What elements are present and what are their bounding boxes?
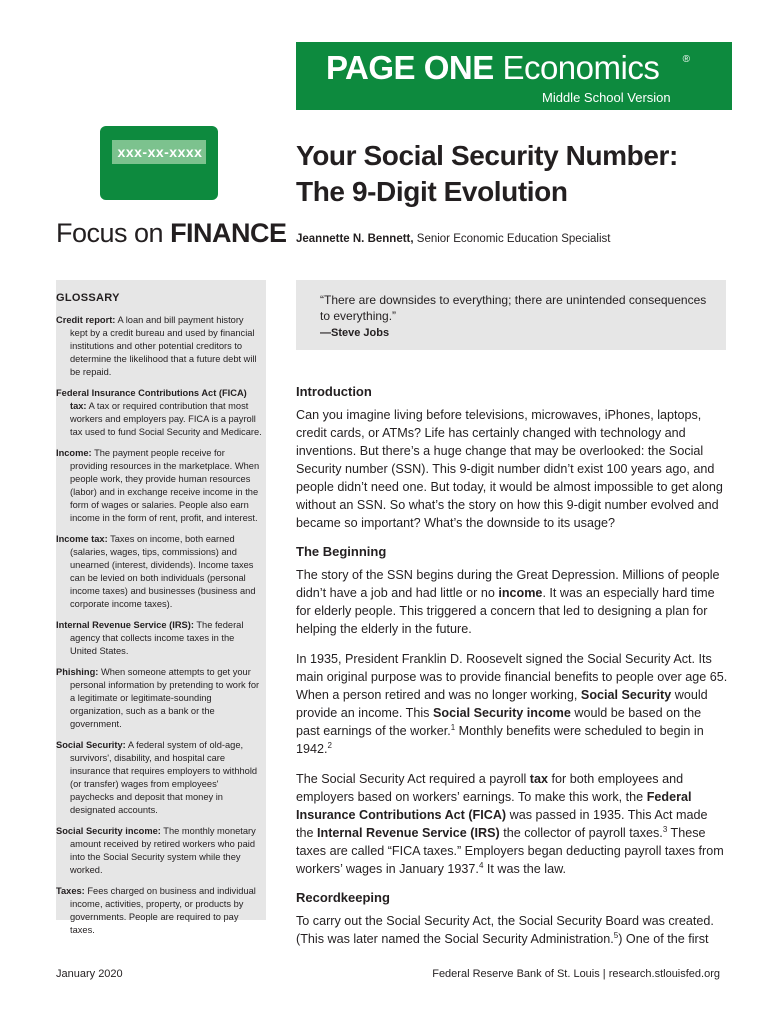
text-run: the collector of payroll taxes.: [499, 826, 663, 840]
glossary-term-inline: Social Security: [580, 688, 672, 702]
beginning-paragraph-3: [296, 770, 728, 878]
beginning-paragraph-1: [296, 566, 728, 638]
glossary-term-inline: income: [498, 586, 543, 600]
footnote-marker: 5: [613, 930, 619, 940]
section-heading-beginning: The Beginning: [296, 544, 387, 559]
article-body: [296, 384, 728, 960]
text-run: for both employees and employers based on workers’ earnings. To make this work, the: [296, 772, 684, 804]
quote-box: [296, 280, 726, 350]
glossary-definition: Fees charged on business and individual income, activities, property, or products by governments. People are required to pay taxes.: [70, 886, 256, 935]
glossary-entry: [56, 387, 266, 439]
glossary-definition: The federal agency that collects income taxes in the United States.: [70, 620, 244, 656]
glossary-term: Federal Insurance Contributions Act (FICA) tax:: [56, 388, 247, 411]
glossary-definition: A tax or required contribution that most workers and employers pay. FICA is a payroll tax used to fund Social Security and Medicare.: [70, 401, 262, 437]
title-bold: PAGE ONE: [326, 49, 494, 86]
glossary-entry: [56, 447, 266, 525]
text-run: would provide an income. This: [296, 688, 708, 720]
quote-attribution: —Steve Jobs: [320, 327, 390, 339]
glossary-term-inline: Internal Revenue Service (IRS): [317, 826, 500, 840]
glossary-panel: [56, 280, 266, 935]
glossary-entry: [56, 314, 266, 379]
glossary-entry: [56, 666, 266, 731]
glossary-term: Social Security:: [56, 740, 126, 750]
glossary-term: Taxes:: [56, 886, 85, 896]
text-run: . It was an especially hard time for elderly people. This triggered a concern that led to designing a plan for helping the elderly in the future.: [296, 586, 715, 636]
byline: [296, 233, 610, 245]
section-heading-introduction: Introduction: [296, 384, 372, 399]
footnote-marker: 2: [327, 740, 332, 750]
author-name: Jeannette N. Bennett,: [296, 233, 414, 245]
text-run: In 1935, President Franklin D. Roosevelt signed the Social Security Act. Its main original purpose was to provide financial benefits to people over age 65. When a person retired and was no longer working,: [296, 652, 728, 702]
glossary-definition: A federal system of old-age, survivors', disability, and hospital care insurance that requires employers to withhold (or transfer) wages from employees' paychecks and deposit that money in designated accounts.: [70, 740, 258, 815]
glossary-entry: [56, 825, 266, 877]
glossary-definition: The monthly monetary amount received by retired workers who paid into the Social Security system while they worked.: [70, 826, 256, 875]
glossary-term: Income:: [56, 448, 92, 458]
text-run: ) One of the first: [618, 932, 709, 946]
series-bold: FINANCE: [170, 218, 287, 248]
text-run: It was the law.: [483, 862, 566, 876]
text-run: was passed in 1935. This Act made the: [296, 808, 708, 840]
footnote-marker: 1: [450, 722, 456, 732]
glossary-term: Credit report:: [56, 315, 116, 325]
glossary-term: Internal Revenue Service (IRS):: [56, 620, 194, 630]
publication-subtitle: Middle School Version: [542, 90, 671, 105]
glossary-term-inline: Social Security income: [432, 706, 571, 720]
glossary-entry: [56, 885, 266, 937]
glossary-title: GLOSSARY: [56, 292, 120, 304]
series-prefix: Focus on: [56, 218, 171, 248]
quote-text: “There are downsides to everything; there are unintended consequences to everything.”: [320, 293, 707, 323]
glossary-term: Social Security income:: [56, 826, 161, 836]
footnote-marker: 4: [478, 860, 484, 870]
publication-title: [326, 50, 659, 86]
text-run: These taxes are called “FICA taxes.” Employers began deducting payroll taxes from workers’ wages in January 1937.: [296, 826, 724, 876]
footnote-marker: 3: [662, 824, 668, 834]
glossary-entry: [56, 739, 266, 817]
glossary-definition: A loan and bill payment history kept by a credit bureau and used by financial institutions and other potential creditors to determine the likelihood that a future debt will be repaid.: [70, 315, 257, 377]
card-illustration: [100, 118, 220, 208]
headline-line-2: The 9-Digit Evolution: [296, 176, 568, 207]
text-run: To carry out the Social Security Act, the Social Security Board was created. (This was later named the Social Security Administration.: [296, 914, 714, 946]
article-headline: [296, 138, 726, 210]
text-run: The Social Security Act required a payroll: [296, 772, 530, 786]
text-run: Monthly benefits were scheduled to begin in 1942.: [296, 724, 704, 756]
footer-source: Federal Reserve Bank of St. Louis | research.stlouisfed.org: [432, 968, 720, 980]
headline-line-1: Your Social Security Number:: [296, 140, 678, 171]
series-label: [56, 218, 287, 249]
glossary-entry: [56, 619, 266, 658]
footer-date: January 2020: [56, 968, 123, 980]
masthead-banner: [296, 42, 732, 110]
glossary-term-inline: Federal Insurance Contributions Act (FICA): [296, 790, 692, 822]
glossary-definition: The payment people receive for providing resources in the marketplace. When people work, they provide human resources (labor) and in exchange receive income in the form of wages or salaries. People also earn income in the form of rent, profit, and interest.: [70, 448, 260, 523]
glossary-term: Phishing:: [56, 667, 99, 677]
intro-paragraph: Can you imagine living before televisions, microwaves, iPhones, laptops, credit cards, or ATMs? Life has certainly changed with technology and inventions. But there’s a huge change that may be overlooked: the Social Security number (SSN). This 9-digit number didn’t exist 100 years ago, and people didn’t need one. But today, it would be almost impossible to get along without an SSN. So what’s the story on how this 9-digit number evolved and became so important? What’s the downside to its usage?: [296, 408, 723, 530]
registered-mark: ®: [682, 54, 690, 65]
title-light: Economics: [502, 49, 660, 86]
glossary-definition: Taxes on income, both earned (salaries, wages, tips, commissions) and unearned (interest, dividends). Income taxes can be levied on both individuals (personal income taxes) and businesses (business and corporate income taxes).: [70, 534, 256, 609]
glossary-entry: [56, 533, 266, 611]
glossary-term-inline: tax: [529, 772, 548, 786]
glossary-term: Income tax:: [56, 534, 108, 544]
text-run: The story of the SSN begins during the Great Depression. Millions of people didn’t have a job and had little or no: [296, 568, 720, 600]
glossary-definition: When someone attempts to get your personal information by pretending to work for a legitimate or legitimate-sounding organization, such as a bank or the government.: [70, 667, 260, 729]
section-heading-recordkeeping: Recordkeeping: [296, 890, 390, 905]
recordkeeping-paragraph: [296, 912, 728, 948]
beginning-paragraph-2: [296, 650, 728, 758]
author-title: Senior Economic Education Specialist: [413, 233, 611, 245]
text-run: would be based on the past earnings of the worker.: [296, 706, 702, 738]
card-number: xxx-xx-xxxx: [117, 144, 203, 160]
